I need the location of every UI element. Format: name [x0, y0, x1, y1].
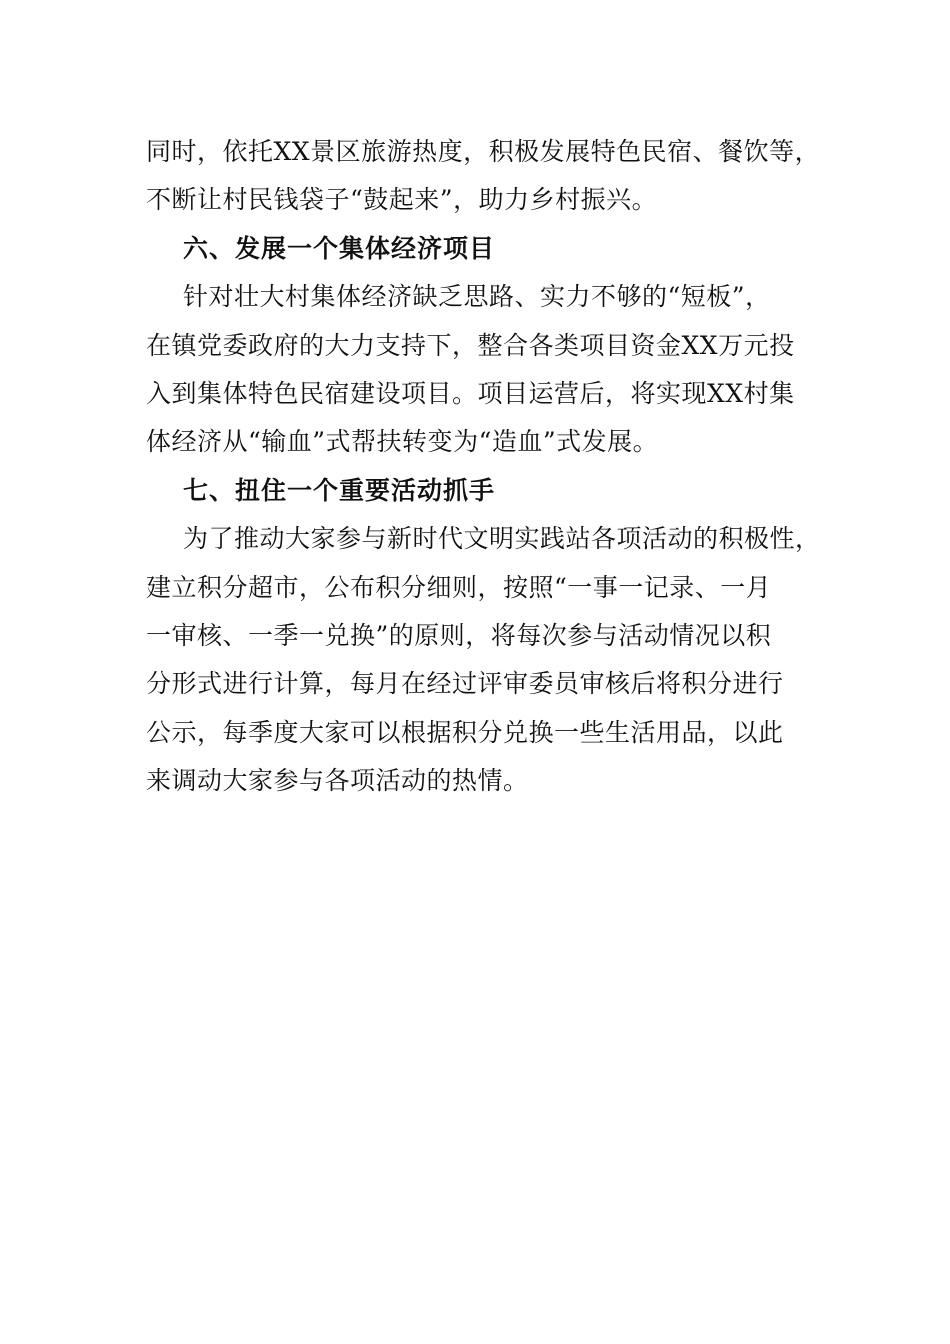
section-7-heading: 七、扭住一个重要活动抓手 [183, 475, 496, 505]
document-body [146, 128, 821, 805]
intro-line-1: 同时，依托XX景区旅游热度，积极发展特色民宿、餐饮等， [146, 137, 821, 166]
section-6-heading: 六、发展一个集体经济项目 [183, 233, 496, 263]
section-7-line-5: 公示，每季度大家可以根据积分兑换一些生活用品，以此 [146, 717, 784, 747]
section-6-line-2: 在镇党委政府的大力支持下，整合各类项目资金XX万元投 [146, 330, 795, 360]
section-6-line-4: 体经济从“输血”式帮扶转变为“造血”式发展。 [146, 427, 659, 457]
section-6-line-3: 入到集体特色民宿建设项目。项目运营后，将实现XX村集 [146, 378, 795, 408]
section-7-line-1: 为了推动大家参与新时代文明实践站各项活动的积极性， [183, 524, 821, 554]
section-7-line-4: 分形式进行计算，每月在经过评审委员审核后将积分进行 [146, 669, 784, 699]
section-7-line-2: 建立积分超市，公布积分细则，按照“一事一记录、一月 [146, 572, 772, 602]
section-7-line-3: 一审核、一季一兑换”的原则，将每次参与活动情况以积 [146, 620, 772, 650]
section-7-line-6: 来调动大家参与各项活动的热情。 [146, 766, 529, 796]
intro-line-2: 不断让村民钱袋子“鼓起来”，助力乡村振兴。 [146, 185, 658, 215]
section-6-line-1: 针对壮大村集体经济缺乏思路、实力不够的“短板”， [183, 282, 771, 312]
